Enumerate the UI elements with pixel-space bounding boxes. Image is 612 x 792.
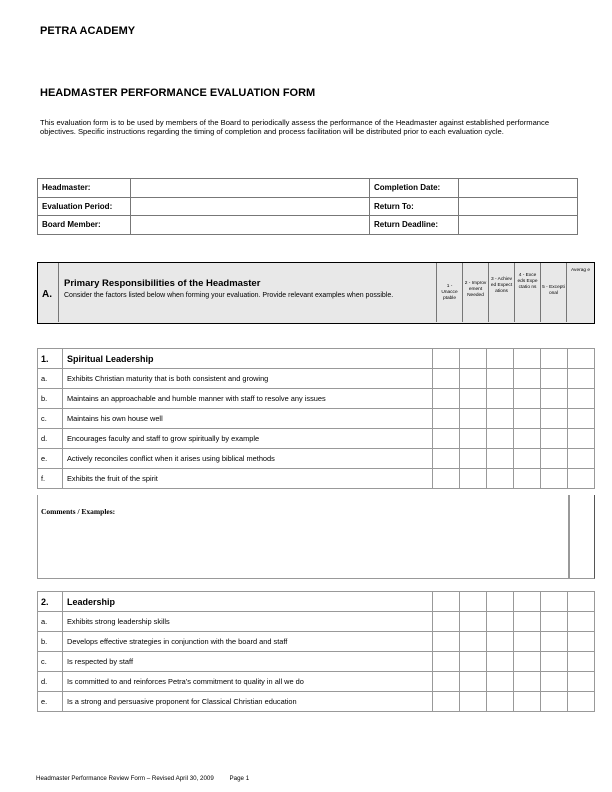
average-cell[interactable] — [568, 429, 595, 449]
average-cell[interactable] — [568, 652, 595, 672]
item-text: Exhibits Christian maturity that is both consistent and growing — [63, 369, 433, 389]
rating-cell[interactable] — [433, 389, 460, 409]
footer-form-name: Headmaster Performance Review Form – Revised April 30, 2009 — [36, 775, 214, 782]
rating-cell[interactable] — [460, 652, 487, 672]
rating-header-4: 4 - Exce eds Expe ctatio ns — [514, 263, 540, 322]
rating-cell[interactable] — [487, 429, 514, 449]
rating-cell[interactable] — [460, 672, 487, 692]
table-row — [38, 672, 595, 692]
rating-cell[interactable] — [433, 369, 460, 389]
average-cell[interactable] — [568, 469, 595, 489]
rating-cell[interactable] — [541, 692, 568, 712]
rating-cell[interactable] — [514, 672, 541, 692]
headmaster-label: Headmaster: — [38, 179, 131, 198]
return-to-field[interactable] — [459, 197, 578, 216]
page-footer — [36, 775, 263, 782]
rating-cell[interactable] — [460, 409, 487, 429]
rating-cell[interactable] — [514, 389, 541, 409]
rating-cell[interactable] — [433, 612, 460, 632]
return-deadline-label: Return Deadline: — [370, 216, 459, 235]
group-1-title: Spiritual Leadership — [63, 349, 433, 369]
item-text: Encourages faculty and staff to grow spiritually by example — [63, 429, 433, 449]
board-member-label: Board Member: — [38, 216, 131, 235]
rating-cell[interactable] — [514, 612, 541, 632]
completion-date-label: Completion Date: — [370, 179, 459, 198]
return-deadline-field[interactable] — [459, 216, 578, 235]
rating-cell[interactable] — [487, 632, 514, 652]
item-text: Develops effective strategies in conjunction with the board and staff — [63, 632, 433, 652]
rating-cell[interactable] — [433, 692, 460, 712]
rating-cell[interactable] — [433, 429, 460, 449]
rating-cell[interactable] — [541, 449, 568, 469]
comments-label: Comments / Examples: — [41, 507, 116, 516]
group-2-number: 2. — [38, 592, 63, 612]
rating-cell[interactable] — [460, 449, 487, 469]
rating-cell[interactable] — [541, 469, 568, 489]
rating-cell[interactable] — [487, 449, 514, 469]
evaluation-period-label: Evaluation Period: — [38, 197, 131, 216]
item-text: Maintains an approachable and humble manner with staff to resolve any issues — [63, 389, 433, 409]
table-row — [38, 369, 595, 389]
item-letter: c. — [38, 409, 63, 429]
item-text: Exhibits the fruit of the spirit — [63, 469, 433, 489]
evaluation-period-field[interactable] — [131, 197, 370, 216]
group-1-table — [37, 348, 595, 489]
group-2-title: Leadership — [63, 592, 433, 612]
rating-header-3: 3 - Achiev ed Expect ations — [488, 263, 514, 322]
rating-cell[interactable] — [460, 692, 487, 712]
table-row — [38, 389, 595, 409]
average-cell[interactable] — [568, 612, 595, 632]
item-letter: b. — [38, 389, 63, 409]
rating-cell[interactable] — [433, 469, 460, 489]
section-a-title: Primary Responsibilities of the Headmaster — [64, 278, 261, 289]
rating-cell[interactable] — [487, 612, 514, 632]
rating-cell[interactable] — [487, 409, 514, 429]
rating-cell[interactable] — [541, 612, 568, 632]
item-letter: c. — [38, 652, 63, 672]
average-cell[interactable] — [568, 409, 595, 429]
group-1-number: 1. — [38, 349, 63, 369]
info-table — [37, 178, 578, 235]
rating-cell[interactable] — [460, 369, 487, 389]
table-row — [38, 692, 595, 712]
intro-paragraph: This evaluation form is to be used by members of the Board to periodically assess the performance of the Headmaster against established performance objectives. Specific instructions regarding the timing of completion and process facilitation will be distributed prior to each evaluation cycle. — [40, 118, 550, 137]
rating-cell[interactable] — [487, 672, 514, 692]
item-text: Exhibits strong leadership skills — [63, 612, 433, 632]
headmaster-field[interactable] — [131, 179, 370, 198]
rating-header-2: 2 - Improv ement Needed — [462, 263, 488, 322]
rating-cell[interactable] — [514, 652, 541, 672]
rating-cell[interactable] — [541, 409, 568, 429]
item-text: Maintains his own house well — [63, 409, 433, 429]
table-row — [38, 612, 595, 632]
rating-cell[interactable] — [514, 692, 541, 712]
item-letter: d. — [38, 429, 63, 449]
rating-cell[interactable] — [433, 409, 460, 429]
rating-cell[interactable] — [433, 449, 460, 469]
item-text: Actively reconciles conflict when it arises using biblical methods — [63, 449, 433, 469]
average-cell[interactable] — [568, 692, 595, 712]
average-cell[interactable] — [568, 389, 595, 409]
rating-cell[interactable] — [433, 672, 460, 692]
rating-cell[interactable] — [460, 389, 487, 409]
rating-cell[interactable] — [487, 469, 514, 489]
form-title: HEADMASTER PERFORMANCE EVALUATION FORM — [40, 87, 316, 99]
rating-cell[interactable] — [541, 672, 568, 692]
table-row — [38, 632, 595, 652]
completion-date-field[interactable] — [459, 179, 578, 198]
rating-cell[interactable] — [460, 632, 487, 652]
item-letter: d. — [38, 672, 63, 692]
table-row — [38, 429, 595, 449]
item-text: Is committed to and reinforces Petra’s commitment to quality in all we do — [63, 672, 433, 692]
rating-cell[interactable] — [514, 632, 541, 652]
footer-page-number: Page 1 — [229, 775, 250, 782]
table-row — [38, 652, 595, 672]
rating-header-average: Averag e — [566, 263, 594, 322]
board-member-field[interactable] — [131, 216, 370, 235]
rating-cell[interactable] — [460, 429, 487, 449]
section-a-header — [37, 262, 595, 324]
rating-cell[interactable] — [433, 652, 460, 672]
rating-cell[interactable] — [541, 429, 568, 449]
rating-cell[interactable] — [487, 692, 514, 712]
average-cell[interactable] — [568, 369, 595, 389]
average-cell[interactable] — [568, 449, 595, 469]
section-a-description: Consider the factors listed below when forming your evaluation. Provide relevant examples when possible. — [64, 292, 394, 299]
rating-cell[interactable] — [487, 389, 514, 409]
section-a-letter: A. — [42, 289, 52, 300]
item-text: Is a strong and persuasive proponent for Classical Christian education — [63, 692, 433, 712]
rating-cell[interactable] — [460, 469, 487, 489]
table-row — [38, 409, 595, 429]
group-2-table — [37, 591, 595, 712]
item-text: Is respected by staff — [63, 652, 433, 672]
rating-cell[interactable] — [514, 429, 541, 449]
group-2-header-row — [38, 592, 595, 612]
rating-cell[interactable] — [541, 652, 568, 672]
rating-cell[interactable] — [487, 369, 514, 389]
table-row — [38, 449, 595, 469]
item-letter: e. — [38, 692, 63, 712]
rating-header-1: 1 - Unacce ptable — [436, 263, 462, 322]
comments-box[interactable] — [37, 495, 569, 579]
average-cell[interactable] — [568, 632, 595, 652]
average-cell[interactable] — [568, 672, 595, 692]
rating-cell[interactable] — [541, 632, 568, 652]
rating-cell[interactable] — [514, 449, 541, 469]
group-1-header-row — [38, 349, 595, 369]
item-letter: a. — [38, 612, 63, 632]
item-letter: f. — [38, 469, 63, 489]
rating-cell[interactable] — [487, 652, 514, 672]
table-row — [38, 469, 595, 489]
rating-cell[interactable] — [514, 469, 541, 489]
rating-header-5: 5 - Excepti onal — [540, 263, 566, 322]
item-letter: b. — [38, 632, 63, 652]
rating-cell[interactable] — [514, 409, 541, 429]
rating-cell[interactable] — [514, 369, 541, 389]
item-letter: a. — [38, 369, 63, 389]
rating-cell[interactable] — [541, 369, 568, 389]
rating-cell[interactable] — [460, 612, 487, 632]
school-name: PETRA ACADEMY — [40, 25, 136, 37]
item-letter: e. — [38, 449, 63, 469]
return-to-label: Return To: — [370, 197, 459, 216]
rating-cell[interactable] — [433, 632, 460, 652]
comments-average-cell — [569, 495, 595, 579]
rating-cell[interactable] — [541, 389, 568, 409]
